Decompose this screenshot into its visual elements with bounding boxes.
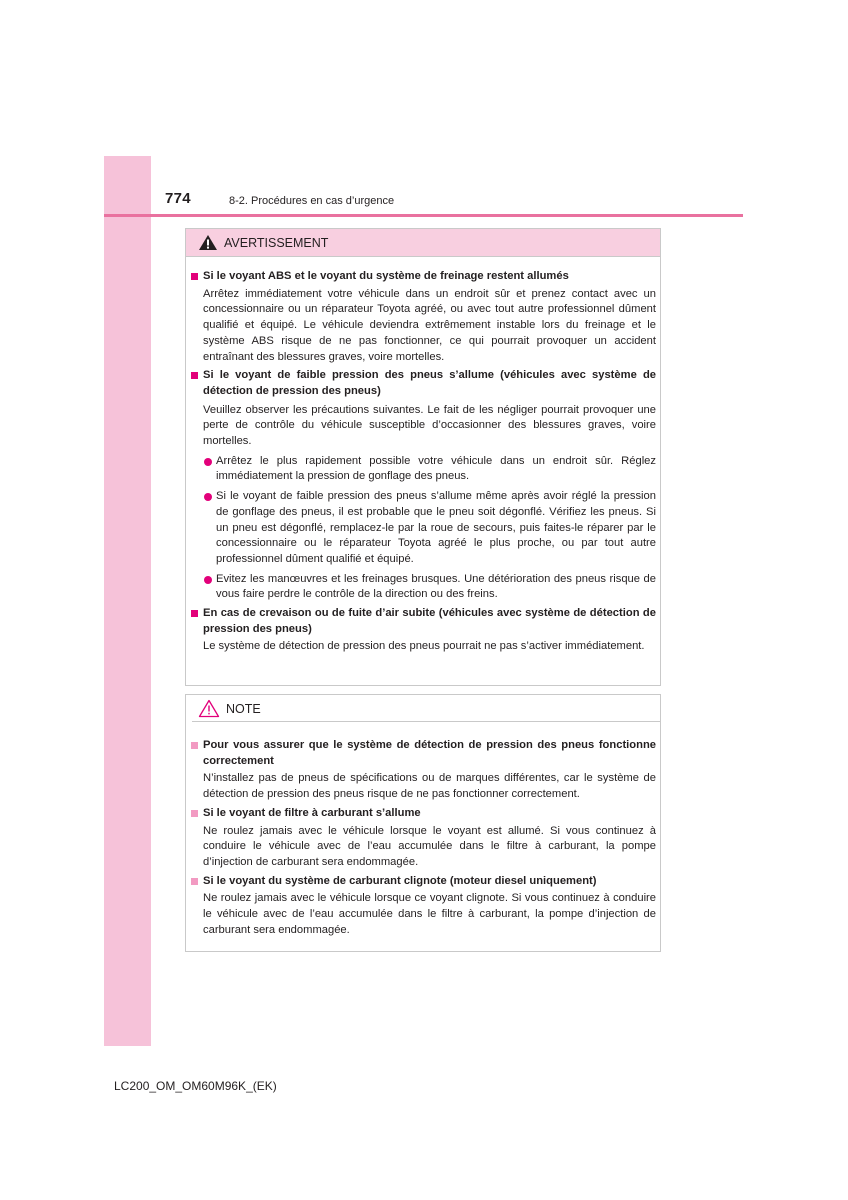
document-code-footer: LC200_OM_OM60M96K_(EK) xyxy=(114,1079,277,1093)
note-item-heading: Si le voyant de filtre à carburant s’allume xyxy=(190,806,656,822)
square-bullet-icon xyxy=(191,372,198,379)
note-item-heading: Si le voyant du système de carburant clignote (moteur diesel uniquement) xyxy=(190,874,656,890)
list-item: Arrêtez le plus rapidement possible votre véhicule dans un endroit sûr. Réglez immédiatement la pression de gonflage des pneus. xyxy=(204,454,656,485)
list-item: Evitez les manœuvres et les freinages brusques. Une détérioration des pneus risque de vous faire perdre le contrôle de la direction ou des freins. xyxy=(204,572,656,603)
round-bullet-icon xyxy=(204,458,212,466)
square-bullet-icon xyxy=(191,273,198,280)
warning-item-text: Veuillez observer les précautions suivantes. Le fait de les négliger pourrait provoquer une perte de contrôle du véhicule susceptible d’occasionner des blessures graves, voire mortelles. xyxy=(203,403,656,448)
note-item-text: Ne roulez jamais avec le véhicule lorsque ce voyant clignote. Si vous continuez à conduire le véhicule avec de l’eau accumulée dans le filtre à carburant, la pompe d’injection de carburant sera endommagée. xyxy=(203,892,656,936)
warning-item-heading: En cas de crevaison ou de fuite d’air subite (véhicules avec système de détection de pression des pneus) xyxy=(190,606,656,637)
note-item-text: N’installez pas de pneus de spécifications ou de marques différentes, car le système de détection de pression des pneus risque de ne pas fonctionner correctement. xyxy=(203,772,656,801)
note-box xyxy=(185,694,661,952)
warning-item-heading: Si le voyant de faible pression des pneus s’allume (véhicules avec système de détection de pression des pneus) xyxy=(190,368,656,399)
warning-item-text: Le système de détection de pression des pneus pourrait ne pas s’activer immédiatement. xyxy=(203,640,645,653)
square-bullet-icon xyxy=(191,810,198,817)
square-bullet-icon xyxy=(191,610,198,617)
warning-triangle-icon xyxy=(198,234,218,251)
note-header xyxy=(186,696,660,721)
note-item-heading: Pour vous assurer que le système de détection de pression des pneus fonctionne correctement xyxy=(190,738,656,769)
warning-header xyxy=(186,229,660,257)
note-content xyxy=(186,722,660,938)
square-bullet-icon xyxy=(191,878,198,885)
square-bullet-icon xyxy=(191,742,198,749)
section-title: 8-2. Procédures en cas d’urgence xyxy=(229,195,395,207)
chapter-side-tab xyxy=(104,156,151,1046)
round-bullet-icon xyxy=(204,576,212,584)
round-bullet-icon xyxy=(204,493,212,501)
list-item: Si le voyant de faible pression des pneus s’allume même après avoir réglé la pression de gonflage des pneus, il est probable que le pneu soit dégonflé. Vérifiez les pneus. Si un pneu est dégonflé, remplacez-le par la roue de secours, puis faites-le réparer par le concessionnaire ou le réparateur Toyota agréé le plus proche, ou par tout autre professionnel dûment qualifié et équipé. xyxy=(204,489,656,568)
header-rule xyxy=(104,214,743,217)
warning-item-text: Arrêtez immédiatement votre véhicule dans un endroit sûr et prenez contact avec un concessionnaire ou un réparateur Toyota agréé, ou avec tout autre professionnel dûment qualifié et équipé. Le véhicule deviendra extrêmement instable lors du freinage et le système ABS risque de ne pas fonctionner, ce qui pourrait provoquer un accident entraînant des blessures graves, voire mortelles. xyxy=(203,287,656,363)
warning-title: AVERTISSEMENT xyxy=(224,235,329,250)
warning-content xyxy=(186,257,660,655)
warning-box xyxy=(185,228,661,686)
note-title: NOTE xyxy=(226,701,261,716)
note-item-text: Ne roulez jamais avec le véhicule lorsque le voyant est allumé. Si vous continuez à conduire le véhicule avec de l’eau accumulée dans le filtre à carburant, la pompe d’injection de carburant sera endommagée. xyxy=(203,824,656,868)
page-number: 774 xyxy=(165,190,191,207)
caution-triangle-icon xyxy=(198,699,220,718)
warning-item-heading: Si le voyant ABS et le voyant du système de freinage restent allumés xyxy=(190,269,656,285)
